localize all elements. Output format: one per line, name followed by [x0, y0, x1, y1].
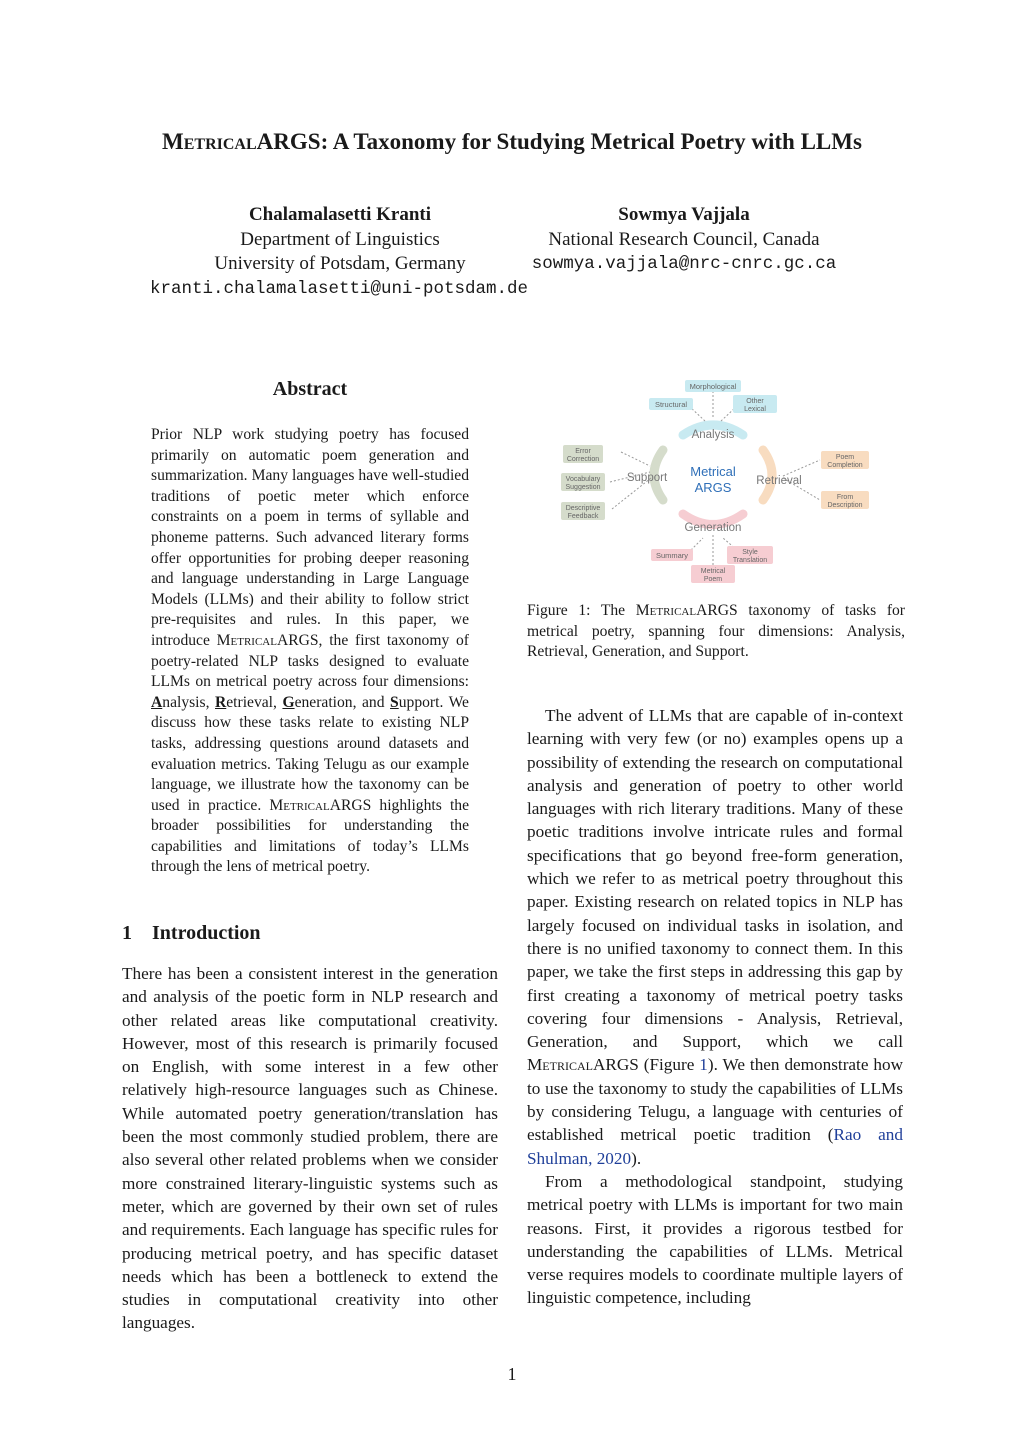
- paper-title: [0, 129, 1024, 155]
- descriptive-label: Descriptive: [565, 505, 601, 512]
- author-email[interactable]: sowmya.vajjala@nrc-cnrc.gc.ca: [531, 254, 837, 274]
- feedback-label: Feedback: [567, 513, 599, 520]
- paragraph: The advent of LLMs that are capable of in-context learning with very few (or no) examples opens up a possibility of extending the research on computational analysis and generation of poetry to other world languages with rich literary traditions. Many of these poetic traditions involve intricate rules and formal specifications that go beyond free-form generation, which we refer to as metrical poetry throughout this paper. Existing research on related topics in NLP has largely focused on individual tasks in isolation, and there is no unified taxonomy to connect them. In this paper, we take the first steps in addressing this gap by first creating a taxonomy of metrical poetry tasks covering four dimensions - Analysis, Retrieval, Generation, and Support, which we call MetricalARGS (Figure 1). We then demonstrate how to use the taxonomy to study the capabilities of LLMs by considering Telugu, a language with centuries of established metrical poetic tradition (Rao and Shulman, 2020).: [527, 706, 903, 1168]
- vocabulary-label: Vocabulary: [565, 476, 601, 483]
- morphological-label: Morphological: [689, 382, 737, 391]
- author-block-1: [190, 203, 490, 277]
- citation-link[interactable]: Rao and Shulman, 2020: [527, 1125, 903, 1168]
- error-label: Error: [575, 448, 591, 455]
- paragraph: From a methodological standpoint, studying metrical poetry with LLMs is important for two main reasons. First, it provides a rigorous testbed for understanding the capabilities of LLMs. Metrical verse requires models to coordinate multiple layers of linguistic competence, including: [527, 1171, 903, 1308]
- correction-label: Correction: [566, 456, 600, 463]
- figure-reference-link[interactable]: 1: [699, 1055, 708, 1075]
- taxonomy-diagram: [555, 378, 915, 588]
- center-label-metrical: Metrical: [690, 464, 736, 479]
- taxonomy-figure: [555, 378, 915, 588]
- dimension-labels: [627, 429, 802, 534]
- poem-gen-label: Poem: [703, 576, 723, 583]
- other-label: Other: [746, 398, 764, 405]
- description-label: Description: [827, 502, 863, 509]
- author-affiliation: University of Potsdam, Germany: [214, 253, 466, 274]
- support-boxes: [561, 445, 605, 520]
- abstract-text: Prior NLP work studying poetry has focused primarily on automatic poem generation and summarization. Many languages have well-studied traditions of poetic meter which enforce constraints on a poem in terms of syllable and phoneme patterns. Such advanced literary forms offer opportunities for probing deeper reasoning and language understanding in Large Language Models (LLMs) and their ability to follow strict pre-requisites and rules. In this paper, we introduce MetricalARGS, the first taxonomy of poetry-related NLP tasks designed to evaluate LLMs on metrical poetry across four dimensions: Analysis, Retrieval, Generation, and Support. We discuss how these tasks relate to existing NLP tasks, addressing questions around datasets and evaluation metrics. Taking Telugu as our example language, we illustrate how the taxonomy can be used in practice. MetricalARGS highlights the broader possibilities for understanding the capabilities and limitations of today’s LLMs through the lens of metrical poetry.: [151, 426, 469, 876]
- analysis-label: Analysis: [691, 429, 735, 441]
- retrieval-boxes: [821, 451, 869, 509]
- author-name: Chalamalasetti Kranti: [248, 204, 432, 225]
- page-number: 1: [507, 1364, 517, 1384]
- generation-boxes: [651, 546, 773, 583]
- support-label: Support: [626, 472, 668, 484]
- poem-label: Poem: [835, 454, 855, 461]
- generation-label: Generation: [684, 522, 742, 534]
- author-name: Sowmya Vajjala: [618, 204, 750, 225]
- style-label: Style: [742, 549, 758, 556]
- retrieval-label: Retrieval: [756, 475, 802, 487]
- figure-caption: Figure 1: The MetricalARGS taxonomy of tasks for metrical poetry, spanning four dimensions: Analysis, Retrieval, Generation, and Support.: [527, 602, 906, 661]
- title-smallcaps: Metrical: [162, 129, 257, 154]
- title-rest: ARGS: A Taxonomy for Studying Metrical Poetry with LLMs: [256, 129, 862, 154]
- author-email[interactable]: kranti.chalamalasetti@uni-potsdam.de: [150, 279, 529, 299]
- abstract-heading: Abstract: [272, 378, 348, 400]
- metrical-label: Metrical: [700, 568, 726, 575]
- suggestion-label: Suggestion: [565, 484, 601, 491]
- author-affiliation: Department of Linguistics: [240, 228, 440, 250]
- intro-left-column: [122, 962, 498, 1335]
- from-label: From: [836, 494, 854, 501]
- author-affiliation: National Research Council, Canada: [548, 228, 820, 250]
- intro-right-column: [527, 704, 903, 1310]
- lexical-label: Lexical: [744, 406, 766, 413]
- author-block-2: [525, 203, 843, 277]
- paragraph: There has been a consistent interest in the generation and analysis of the poetic form in NLP research and other related areas like computational creativity. However, most of this research is primarily focused on English, with some interest in a few other relatively high-resource languages such as Chinese. While automated poetry generation/translation has been the most commonly studied problem, there are also several other related problems when we consider more constrained literary-linguistic systems such as meter, which are governed by their own set of rules and requirements. Each language has specific rules for producing metrical poetry, and has specific dataset needs which has been a bottleneck to extend the studies in computational creativity into other languages.: [122, 964, 498, 1333]
- summary-label: Summary: [655, 551, 689, 560]
- completion-label: Completion: [827, 462, 863, 469]
- center-label-args: ARGS: [694, 480, 732, 495]
- structural-label: Structural: [654, 400, 688, 409]
- section-heading-introduction: 1 Introduction: [122, 922, 261, 944]
- translation-label: Translation: [732, 557, 768, 564]
